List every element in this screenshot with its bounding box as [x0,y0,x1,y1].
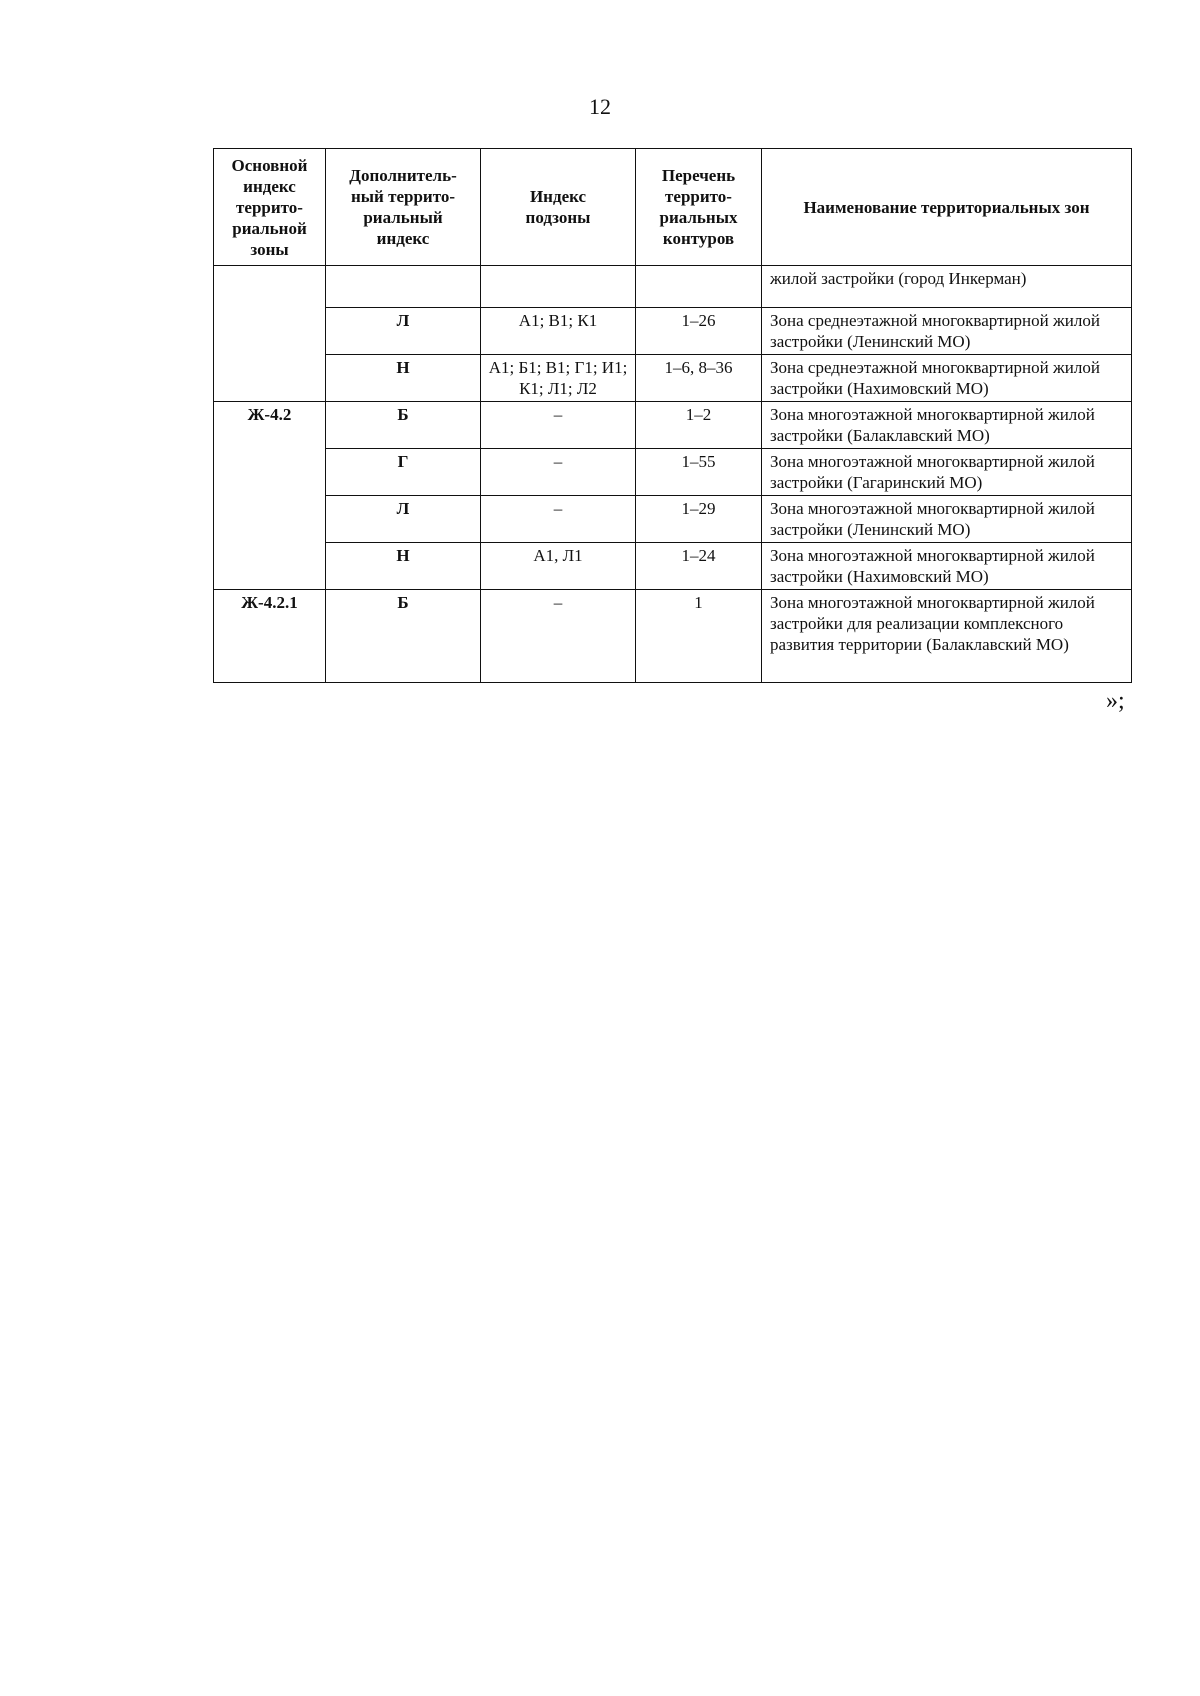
cell-extra-index: Л [326,496,481,543]
cell-extra-index [326,266,481,308]
cell-extra-index: Н [326,543,481,590]
cell-zone-name: Зона среднеэтажной многоквартирной жилой застройки (Ленинский МО) [762,308,1132,355]
table-row [214,308,1132,355]
table-row [214,496,1132,543]
cell-zone-name: жилой застройки (город Инкерман) [762,266,1132,308]
cell-contours: 1–2 [636,402,762,449]
cell-zone-name: Зона многоэтажной многоквартирной жилой застройки (Гагаринский МО) [762,449,1132,496]
table-row [214,266,1132,308]
header-extra-index: Дополнитель- ный террито- риальный индекс [326,149,481,266]
cell-contours: 1 [636,590,762,683]
table-row [214,590,1132,683]
cell-extra-index: Б [326,402,481,449]
table-row [214,449,1132,496]
cell-zone-name: Зона многоэтажной многоквартирной жилой застройки для реализации комплексного развития территории (Балаклавский МО) [762,590,1132,683]
cell-contours: 1–29 [636,496,762,543]
cell-subzone-index: А1; В1; К1 [481,308,636,355]
cell-extra-index: Б [326,590,481,683]
cell-main-index: Ж-4.2 [214,402,326,590]
cell-subzone-index: А1, Л1 [481,543,636,590]
header-contours: Перечень террито- риальных контуров [636,149,762,266]
closing-quote-mark: »; [1106,688,1125,714]
cell-subzone-index: – [481,402,636,449]
cell-main-index: Ж-4.2.1 [214,590,326,683]
cell-contours: 1–6, 8–36 [636,355,762,402]
table-row [214,355,1132,402]
cell-subzone-index: А1; Б1; В1; Г1; И1; К1; Л1; Л2 [481,355,636,402]
cell-extra-index: Л [326,308,481,355]
cell-subzone-index: – [481,449,636,496]
territorial-zones-table [213,148,1132,683]
header-main-index: Основной индекс террито- риальной зоны [214,149,326,266]
cell-extra-index: Н [326,355,481,402]
page-number: 12 [589,94,611,119]
cell-zone-name: Зона многоэтажной многоквартирной жилой застройки (Балаклавский МО) [762,402,1132,449]
cell-subzone-index [481,266,636,308]
cell-subzone-index: – [481,590,636,683]
cell-zone-name: Зона многоэтажной многоквартирной жилой застройки (Ленинский МО) [762,496,1132,543]
cell-subzone-index: – [481,496,636,543]
cell-contours: 1–26 [636,308,762,355]
table-row [214,402,1132,449]
cell-zone-name: Зона среднеэтажной многоквартирной жилой застройки (Нахимовский МО) [762,355,1132,402]
cell-contours [636,266,762,308]
cell-contours: 1–24 [636,543,762,590]
table-row [214,543,1132,590]
header-zone-name: Наименование территориальных зон [762,149,1132,266]
header-subzone-index: Индекс подзоны [481,149,636,266]
cell-extra-index: Г [326,449,481,496]
cell-main-index [214,266,326,402]
table-header-row [214,149,1132,266]
cell-contours: 1–55 [636,449,762,496]
cell-zone-name: Зона многоэтажной многоквартирной жилой застройки (Нахимовский МО) [762,543,1132,590]
